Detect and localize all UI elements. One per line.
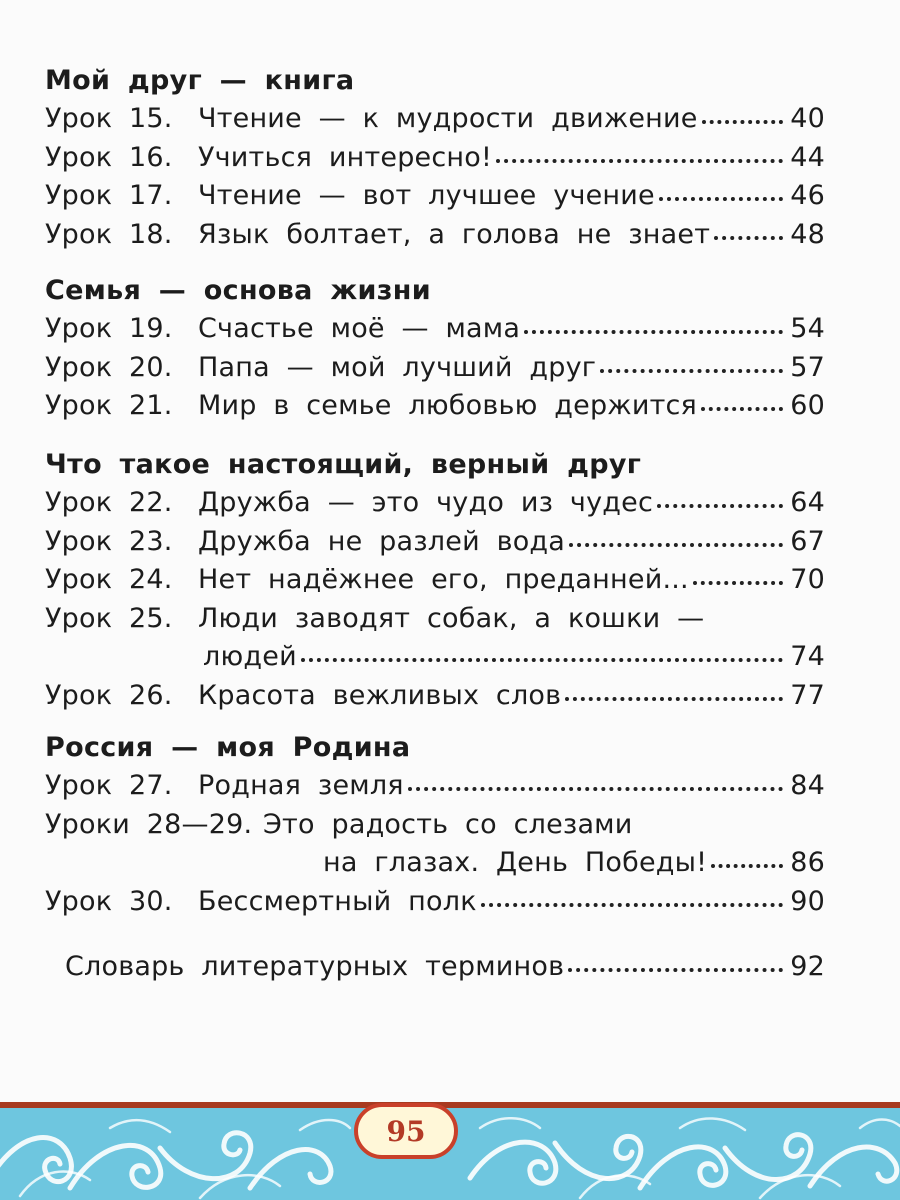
page-ref: 44 (790, 141, 825, 173)
lesson-title: Счастье моё — мама (198, 313, 521, 344)
page-ref: 46 (790, 180, 825, 211)
page-ref: 67 (790, 525, 825, 557)
section-title: Россия — моя Родина (45, 732, 411, 763)
lesson-label: Уроки 28—29. (45, 808, 253, 840)
lesson-label: Урок 25. (45, 602, 173, 634)
toc-section-true-friend (45, 446, 825, 715)
toc-entry-continuation[interactable] (45, 638, 825, 677)
lesson-label: Урок 24. (45, 564, 173, 595)
page-ref: 57 (790, 351, 825, 383)
toc-entry[interactable] (45, 349, 825, 388)
dot-leader (568, 968, 783, 972)
lesson-title: Язык болтает, а голова не знает (198, 218, 711, 250)
lesson-title-continued: на глазах. День Победы! (323, 847, 708, 878)
lesson-title: Папа — мой лучший друг (198, 351, 597, 383)
toc-entry[interactable] (45, 883, 825, 922)
dot-leader (714, 236, 783, 240)
page-ref: 40 (790, 103, 825, 134)
page-ref: 92 (790, 951, 825, 982)
toc-section-family (45, 272, 825, 426)
lesson-label: Урок 30. (45, 885, 173, 917)
page-ref: 48 (790, 218, 825, 250)
page-ref: 64 (790, 487, 825, 518)
page-ref: 84 (790, 770, 825, 801)
lesson-title: Учиться интересно! (198, 141, 492, 173)
toc-entry-glossary[interactable] (45, 948, 825, 987)
section-title: Семья — основа жизни (45, 275, 431, 306)
lesson-title: Мир в семье любовью держится (198, 390, 697, 421)
page-ref: 74 (790, 641, 825, 672)
toc-entry[interactable] (45, 561, 825, 600)
toc-section-my-friend-book (45, 62, 825, 254)
dot-leader (565, 697, 783, 701)
lesson-label: Урок 22. (45, 487, 173, 518)
toc-entry-continuation[interactable] (45, 844, 825, 883)
section-title: Мой друг — книга (45, 65, 355, 96)
lesson-title: Дружба не разлей вода (198, 525, 566, 557)
lesson-label: Урок 21. (45, 390, 173, 421)
lesson-title: Чтение — к мудрости движение (198, 103, 698, 134)
lesson-label: Урок 26. (45, 679, 173, 711)
dot-leader (701, 407, 783, 411)
lesson-title: Нет надёжнее его, преданней... (198, 564, 689, 595)
lesson-label: Урок 15. (45, 103, 173, 134)
dot-leader (496, 159, 783, 163)
toc-entry[interactable] (45, 387, 825, 426)
dot-leader (657, 504, 783, 508)
toc-entry[interactable] (45, 767, 825, 806)
page-ref: 54 (790, 313, 825, 344)
toc-entry[interactable] (45, 177, 825, 216)
lesson-title: Красота вежливых слов (198, 679, 562, 711)
dot-leader (569, 543, 783, 547)
lesson-title-continued: людей (203, 641, 297, 672)
dot-leader (711, 864, 783, 868)
dot-leader (600, 369, 783, 373)
dot-leader (702, 120, 783, 124)
toc-section-russia (45, 729, 825, 921)
page-ref: 90 (790, 885, 825, 917)
lesson-title: Люди заводят собак, а кошки — (198, 602, 705, 634)
lesson-title: Родная земля (198, 770, 404, 801)
toc-entry[interactable] (45, 677, 825, 716)
lesson-label: Урок 20. (45, 351, 173, 383)
toc-entry[interactable] (45, 310, 825, 349)
toc-entry[interactable] (45, 216, 825, 255)
lesson-title: Дружба — это чудо из чудес (198, 487, 653, 518)
page-ref: 70 (790, 564, 825, 595)
toc-entry[interactable] (45, 484, 825, 523)
section-title: Что такое настоящий, верный друг (45, 449, 642, 480)
dot-leader (693, 581, 783, 585)
page-number-badge: 95 (354, 1103, 458, 1159)
page-ref: 86 (790, 847, 825, 878)
lesson-title: Это радость со слезами (263, 808, 633, 840)
lesson-label: Урок 27. (45, 770, 173, 801)
page-ref: 60 (790, 390, 825, 421)
glossary-title: Словарь литературных терминов (65, 951, 565, 982)
toc-entry[interactable] (45, 139, 825, 178)
toc-entry[interactable] (45, 100, 825, 139)
dot-leader (481, 903, 783, 907)
lesson-title: Чтение — вот лучшее учение (198, 180, 655, 211)
page-ref: 77 (790, 679, 825, 711)
lesson-label: Урок 17. (45, 180, 173, 211)
lesson-label: Урок 18. (45, 218, 173, 250)
toc-glossary (45, 948, 825, 987)
lesson-label: Урок 16. (45, 141, 173, 173)
dot-leader (659, 197, 783, 201)
toc-entry[interactable] (45, 806, 825, 845)
dot-leader (524, 330, 783, 334)
lesson-label: Урок 23. (45, 525, 173, 557)
dot-leader (301, 658, 783, 662)
toc-entry[interactable] (45, 523, 825, 562)
toc-entry[interactable] (45, 600, 825, 639)
dot-leader (408, 787, 783, 791)
lesson-label: Урок 19. (45, 313, 173, 344)
lesson-title: Бессмертный полк (198, 885, 477, 917)
